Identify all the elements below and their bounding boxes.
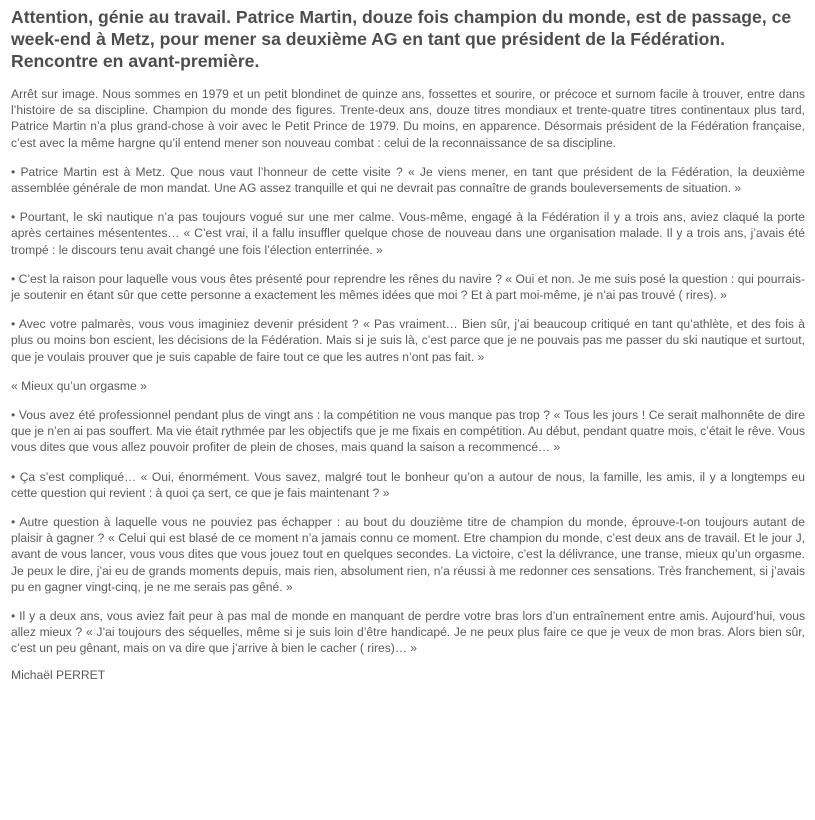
article-title: Attention, génie au travail. Patrice Martin, douze fois champion du monde, est de passage, ce week-end à Metz, pour mener sa deuxième AG en tant que président de la Fédération. Rencontre en avant-première. xyxy=(11,7,792,71)
interview-question-5: • Vous avez été professionnel pendant plus de vingt ans : la compétition ne vous manque pas trop ? « Tous les jours ! Ce serait malhonnête de dire que je n’en ai pas souffert. Ma vie était rythmée par les objectifs que je me fixais en compétition. Au début, pendant quatre mois, c’était le rêve. Vous vous dites que vous allez pouvoir profiter de plein de choses, mais quand la saison a recommencé… » xyxy=(11,408,805,455)
interview-question-8: • Il y a deux ans, vous aviez fait peur à pas mal de monde en manquant de perdre votre bras lors d’un entraînement entre amis. Aujourd’hui, vous allez mieux ? « J’ai toujours des séquelles, même si je suis loin d’être handicapé. Je ne peux plus faire ce que je veux de mon bras. Alors bien sûr, c’est un peu gênant, mais on va dire que j’arrive à bien le cacher ( rires)… » xyxy=(11,609,805,656)
interview-question-2: • Pourtant, le ski nautique n’a pas toujours vogué sur une mer calme. Vous-même, engagé à la Fédération il y a trois ans, aviez claqué la porte après certaines mésententes… « C’est vrai, il a fallu insuffler quelque chose de nouveau dans une organisation malade. Il y a trois ans, j’avais été trompé : le discours tenu avait changé une fois l’élection enterrinée. » xyxy=(11,210,805,257)
article-intro-paragraph: Arrêt sur image. Nous sommes en 1979 et un petit blondinet de quinze ans, fossettes et sourire, or précoce et surnom facile à trouver, entre dans l’histoire de sa discipline. Champion du monde des figures. Trente-deux ans, douze titres mondiaux et trente-quatre titres continentaux plus tard, Patrice Martin n’a plus grand-chose à voir avec le Petit Prince de 1979. Du moins, en apparence. Désormais président de la Fédération française, c’est avec la même hargne qu’il entend mener son nouveau combat : celui de la reconnaissance de sa discipline. xyxy=(11,87,805,150)
interview-question-4: • Avec votre palmarès, vous vous imaginiez devenir président ? « Pas vraiment… Bien sûr, j’ai beaucoup critiqué en tant qu’athlète, et des fois à plus ou moins bon escient, les décisions de la Fédération. Mais si je suis là, c’est parce que je ne pouvais pas me passer du ski nautique et surtout, que je voulais prouver que je suis capable de faire tout ce que les autres n’ont pas fait. » xyxy=(11,317,805,364)
interview-question-7: • Autre question à laquelle vous ne pouviez pas échapper : au bout du douzième titre de champion du monde, éprouve-t-on toujours autant de plaisir à gagner ? « Celui qui est blasé de ce moment n’a jamais connu ce moment. Etre champion du monde, c’est deux ans de travail. Et le jour J, avant de vous lancer, vous vous dites que vous jouez tout en quelques secondes. La victoire, c’est la délivrance, une transe, mieux qu’un orgasme. Je peux le dire, j’ai eu de grands moments depuis, mais rien, absolument rien, n’a réussi à me redonner ces sensations. Très franchement, si j’avais pu en gagner vingt-cinq, je ne me serais pas gêné. » xyxy=(11,515,805,594)
section-subheading: « Mieux qu’un orgasme » xyxy=(11,378,147,393)
interview-question-3: • C’est la raison pour laquelle vous vous êtes présenté pour reprendre les rênes du navire ? « Oui et non. Je me suis posé la question : qui pourrais-je soutenir en étant sûr que cette personne a exactement les mêmes idées que moi ? Et à part moi-même, je n’ai pas trouvé ( rires). » xyxy=(11,271,805,303)
interview-question-6: • Ça s’est compliqué… « Oui, énormément. Vous savez, malgré tout le bonheur qu’on a autour de nous, la famille, les amis, il y a longtemps eu cette question qui revient : à quoi ça sert, ce que je fais maintenant ? » xyxy=(11,469,805,500)
article-author: Michaël PERRET xyxy=(11,667,106,682)
article xyxy=(11,6,805,683)
interview-question-1: • Patrice Martin est à Metz. Que nous vaut l’honneur de cette visite ? « Je viens mener, en tant que président de la Fédération, la deuxième assemblée générale de mon mandat. Une AG assez tranquille et qui ne devrait pas connaître de grands bouleversements de situation. » xyxy=(11,164,805,196)
